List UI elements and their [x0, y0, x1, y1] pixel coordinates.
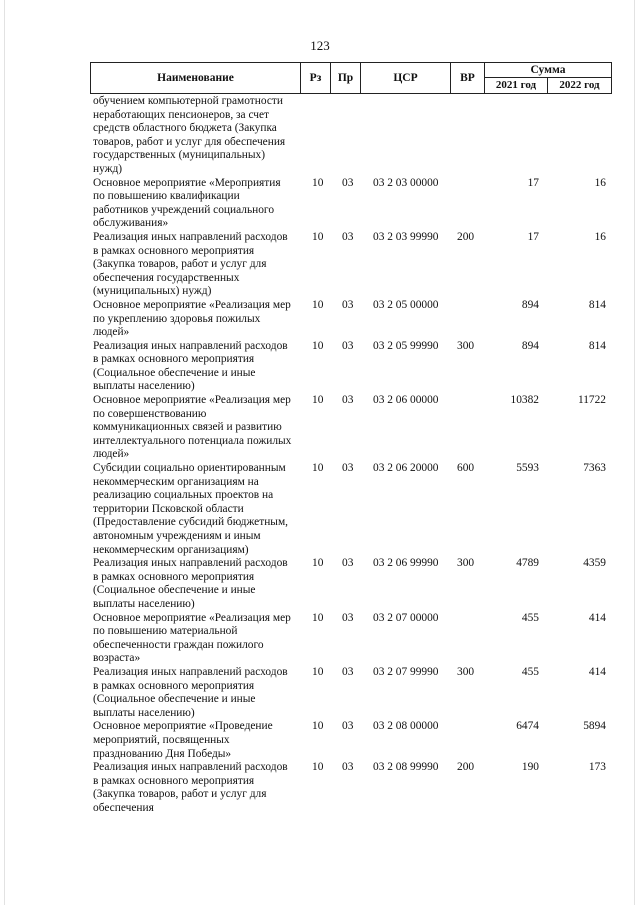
row-sum-2021: 5593 [516, 462, 539, 475]
row-pr: 03 [342, 611, 354, 624]
row-vr: 600 [457, 462, 475, 475]
row-sum-2021: 455 [521, 665, 539, 678]
row-sum-2021: 894 [521, 339, 539, 352]
row-sum-2022: 5894 [583, 720, 606, 733]
header-name: Наименование [91, 63, 301, 93]
header-rz: Рз [301, 63, 331, 93]
row-name: Реализация иных направлений расходов в рамках основного мероприятия (Социальное обеспечение и иные выплаты населению) [93, 339, 288, 393]
row-pr: 03 [342, 176, 354, 189]
row-rz: 10 [312, 462, 324, 475]
header-2021: 2021 год [485, 78, 548, 93]
table-row [93, 95, 613, 177]
row-name: Основное мероприятие «Реализация мер по совершенствованию коммуникационных связей и развитию интеллектуального потенциала пожилых людей» [93, 394, 292, 461]
row-rz: 10 [312, 720, 324, 733]
row-rz: 10 [312, 176, 324, 189]
row-vr: 300 [457, 339, 475, 352]
row-sum-2021: 17 [527, 176, 539, 189]
table-body [93, 95, 613, 815]
row-name: Реализация иных направлений расходов в рамках основного мероприятия (Закупка товаров, работ и услуг для обеспечения [93, 761, 288, 814]
row-csr: 03 2 06 20000 [373, 462, 439, 475]
row-sum-2022: 16 [594, 230, 606, 243]
scan-left-edge [4, 0, 5, 905]
row-csr: 03 2 03 99990 [373, 230, 439, 243]
row-sum-2021: 17 [527, 230, 539, 243]
row-sum-2022: 414 [588, 665, 606, 678]
header-vr: ВР [451, 63, 485, 93]
row-rz: 10 [312, 230, 324, 243]
row-sum-2022: 814 [588, 339, 606, 352]
row-csr: 03 2 05 00000 [373, 298, 439, 311]
row-name: обучением компьютерной грамотности неработающих пенсионеров, за счет средств областного бюджета (Закупка товаров, работ и услуг для обеспечения государственных (муниципальных) нужд) [93, 95, 286, 175]
table-row [93, 666, 613, 720]
row-sum-2021: 4789 [516, 557, 539, 570]
row-pr: 03 [342, 230, 354, 243]
table-row [93, 761, 613, 815]
row-rz: 10 [312, 665, 324, 678]
row-rz: 10 [312, 339, 324, 352]
row-pr: 03 [342, 665, 354, 678]
table-row [93, 394, 613, 462]
header-sum: Сумма [485, 63, 611, 78]
row-vr: 300 [457, 557, 475, 570]
row-pr: 03 [342, 298, 354, 311]
row-rz: 10 [312, 761, 324, 774]
row-name: Реализация иных направлений расходов в рамках основного мероприятия (Социальное обеспечение и иные выплаты населению) [93, 665, 288, 719]
row-vr: 200 [457, 761, 475, 774]
row-pr: 03 [342, 462, 354, 475]
row-vr: 300 [457, 665, 475, 678]
row-pr: 03 [342, 720, 354, 733]
row-name: Основное мероприятие «Реализация мер по укреплению здоровья пожилых людей» [93, 298, 291, 339]
row-sum-2021: 894 [521, 298, 539, 311]
row-sum-2022: 814 [588, 298, 606, 311]
table-row [93, 340, 613, 394]
page-number: 123 [310, 38, 330, 53]
row-sum-2021: 455 [521, 611, 539, 624]
row-rz: 10 [312, 298, 324, 311]
table-row [93, 557, 613, 611]
header-pr: Пр [331, 63, 361, 93]
table-row [93, 299, 613, 340]
row-name: Субсидии социально ориентированным некоммерческим организациям на реализацию социальных проектов на территории Псковской области (Предоставление субсидий бюджетным, автономным учреждениям и иным некоммерческим организациям) [93, 462, 288, 556]
row-csr: 03 2 07 99990 [373, 665, 439, 678]
row-sum-2022: 173 [588, 761, 606, 774]
row-sum-2022: 414 [588, 611, 606, 624]
row-pr: 03 [342, 557, 354, 570]
table-row [93, 231, 613, 299]
row-csr: 03 2 08 99990 [373, 761, 439, 774]
row-csr: 03 2 03 00000 [373, 176, 439, 189]
row-name: Основное мероприятие «Реализация мер по повышению материальной обеспеченности граждан пожилого возраста» [93, 611, 291, 665]
row-name: Реализация иных направлений расходов в рамках основного мероприятия (Закупка товаров, работ и услуг для обеспечения государственных (муниципальных) нужд) [93, 230, 288, 298]
table-row [93, 177, 613, 231]
table-row [93, 612, 613, 666]
row-rz: 10 [312, 557, 324, 570]
scan-right-edge [634, 0, 635, 905]
row-csr: 03 2 06 00000 [373, 394, 439, 407]
row-sum-2021: 6474 [516, 720, 539, 733]
row-pr: 03 [342, 761, 354, 774]
table-header [90, 62, 612, 94]
row-pr: 03 [342, 394, 354, 407]
row-sum-2021: 190 [521, 761, 539, 774]
row-rz: 10 [312, 611, 324, 624]
table-row [93, 720, 613, 761]
row-name: Основное мероприятие «Мероприятия по повышению квалификации работников учреждений социального обслуживания» [93, 176, 281, 230]
row-csr: 03 2 06 99990 [373, 557, 439, 570]
row-sum-2022: 7363 [583, 462, 606, 475]
table-row [93, 462, 613, 557]
row-csr: 03 2 05 99990 [373, 339, 439, 352]
row-name: Основное мероприятие «Проведение мероприятий, посвященных празднованию Дня Победы» [93, 720, 273, 760]
row-name: Реализация иных направлений расходов в рамках основного мероприятия (Социальное обеспечение и иные выплаты населению) [93, 557, 288, 610]
row-csr: 03 2 07 00000 [373, 611, 439, 624]
header-2022: 2022 год [559, 79, 600, 91]
row-sum-2022: 4359 [583, 557, 606, 570]
row-sum-2022: 11722 [577, 394, 606, 407]
row-sum-2022: 16 [594, 176, 606, 189]
row-csr: 03 2 08 00000 [373, 720, 439, 733]
row-rz: 10 [312, 394, 324, 407]
row-sum-2021: 10382 [510, 394, 539, 407]
header-csr: ЦСР [361, 63, 451, 93]
row-pr: 03 [342, 339, 354, 352]
row-vr: 200 [457, 230, 475, 243]
